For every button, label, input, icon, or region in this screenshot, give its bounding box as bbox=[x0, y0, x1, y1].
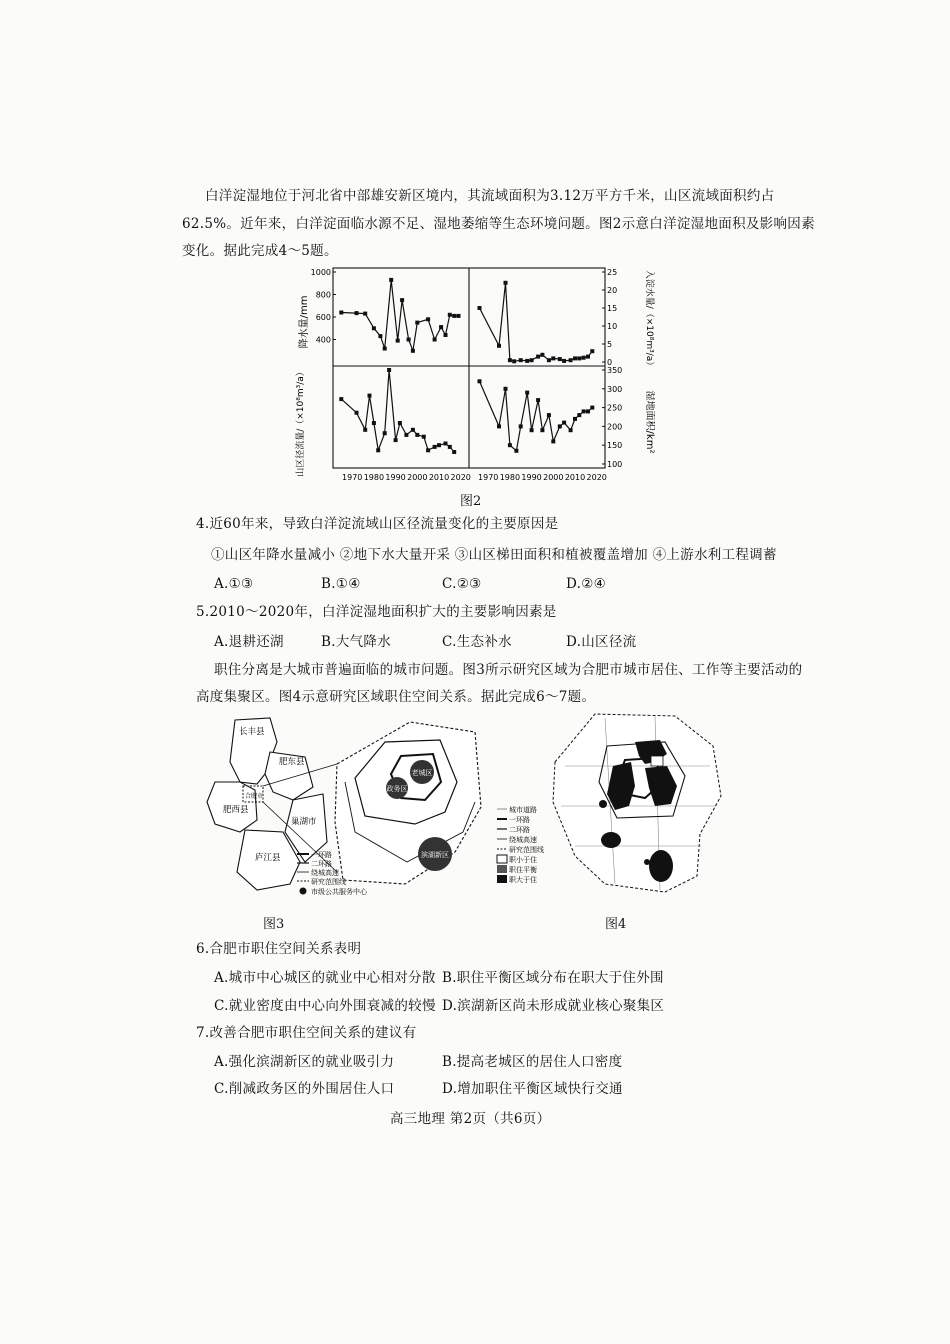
data-point bbox=[540, 353, 544, 357]
fig4-legend-item: 二环路 bbox=[509, 826, 530, 834]
q6-choice-d: D.滨湖新区尚未形成就业核心聚集区 bbox=[442, 998, 665, 1014]
data-point bbox=[577, 413, 581, 417]
data-point bbox=[368, 394, 372, 398]
fig3-legend-item: 绕城高速 bbox=[311, 869, 339, 877]
y-tick-label: 200 bbox=[607, 422, 623, 432]
fig4-legend-item: 职大于住 bbox=[509, 876, 537, 884]
data-point bbox=[547, 358, 551, 362]
y-tick-label: 20 bbox=[607, 286, 618, 295]
data-point bbox=[569, 428, 573, 432]
center-old-city-label: 老城区 bbox=[411, 769, 433, 777]
fig4-legend-item: 职住平衡 bbox=[509, 866, 537, 874]
q7-choice-a: A.强化滨湖新区的就业吸引力 bbox=[214, 1054, 395, 1070]
data-point bbox=[590, 349, 594, 353]
data-point bbox=[415, 433, 419, 437]
y-tick-label: 25 bbox=[607, 268, 618, 277]
data-point bbox=[398, 421, 402, 425]
data-point bbox=[582, 409, 586, 413]
data-point bbox=[551, 356, 555, 360]
label-hefei: 合肥市 bbox=[245, 793, 264, 800]
fig4-caption: 图4 bbox=[605, 917, 627, 932]
data-point bbox=[383, 431, 387, 435]
x-tick-label: 1980 bbox=[499, 473, 521, 482]
data-point bbox=[504, 387, 508, 391]
data-point bbox=[569, 358, 573, 362]
y-tick-label: 150 bbox=[607, 441, 623, 451]
data-point bbox=[558, 424, 562, 428]
data-point bbox=[444, 333, 448, 337]
q7-choice-d: D.增加职住平衡区域快行交通 bbox=[442, 1081, 623, 1097]
q6-stem: 6.合肥市职住空间关系表明 bbox=[196, 941, 362, 957]
q4-choice-a: A.①③ bbox=[214, 576, 254, 592]
fig4-legend-item: 绕城高速 bbox=[509, 836, 537, 844]
data-point bbox=[372, 421, 376, 425]
x-tick-label: 1970 bbox=[478, 473, 499, 482]
data-point bbox=[478, 306, 482, 310]
label-feixi: 肥西县 bbox=[223, 805, 249, 815]
x-tick-label: 2000 bbox=[407, 473, 428, 482]
q4-stem: 4.近60年来，导致白洋淀流域山区径流量变化的主要原因是 bbox=[196, 516, 559, 532]
data-point bbox=[525, 359, 529, 363]
data-point bbox=[411, 349, 415, 353]
data-point bbox=[389, 278, 393, 282]
series-line bbox=[341, 280, 458, 351]
ylabel-tl: 降水量/mm bbox=[299, 295, 310, 349]
data-point bbox=[536, 355, 540, 359]
q4-choice-d: D.②④ bbox=[566, 576, 607, 592]
data-point bbox=[512, 359, 516, 363]
fig3-legend-item: 市级公共服务中心 bbox=[311, 888, 367, 896]
q5-choice-c: C.生态补水 bbox=[442, 634, 512, 650]
data-point bbox=[504, 281, 508, 285]
q4-choice-c: C.②③ bbox=[442, 576, 482, 592]
data-point bbox=[452, 314, 456, 318]
data-point bbox=[547, 413, 551, 417]
x-tick-label: 1990 bbox=[385, 473, 406, 482]
q7-choice-c: C.削减政务区的外围居住人口 bbox=[214, 1081, 395, 1097]
x-tick-label: 2000 bbox=[543, 473, 564, 482]
ylabel-bl: 山区径流量/（×10⁸m³/a） bbox=[296, 367, 306, 477]
y-tick-label: 0 bbox=[607, 358, 613, 367]
y-tick-label: 800 bbox=[315, 290, 331, 300]
intro1-line2: 62.5%。近年来，白洋淀面临水源不足、湿地萎缩等生态环境问题。图2示意白洋淀湿地面积及影响因素 bbox=[182, 216, 815, 232]
y-tick-label: 300 bbox=[607, 384, 623, 394]
x-tick-label: 2020 bbox=[586, 473, 607, 482]
page-footer: 高三地理 第2页（共6页） bbox=[390, 1111, 551, 1127]
data-point bbox=[577, 356, 581, 360]
series-line bbox=[480, 381, 593, 451]
data-point bbox=[497, 344, 501, 348]
x-tick-label: 1980 bbox=[363, 473, 385, 482]
data-point bbox=[519, 424, 523, 428]
q4-choice-b: B.①④ bbox=[321, 576, 361, 592]
x-tick-label: 2010 bbox=[564, 473, 586, 482]
data-point bbox=[339, 397, 343, 401]
data-point bbox=[376, 448, 380, 452]
data-point bbox=[339, 311, 343, 315]
data-point bbox=[426, 317, 430, 321]
data-point bbox=[372, 326, 376, 330]
x-tick-label: 1970 bbox=[342, 473, 363, 482]
intro2-line2: 高度集聚区。图4示意研究区域职住空间关系。据此完成6～7题。 bbox=[196, 689, 596, 705]
fig3-legend-item: 研究范围线 bbox=[311, 878, 346, 886]
data-point bbox=[551, 439, 555, 443]
center-binhu-label: 滨湖新区 bbox=[421, 851, 449, 859]
data-point bbox=[400, 298, 404, 302]
q6-choice-b: B.职住平衡区域分布在职大于住外围 bbox=[442, 970, 664, 986]
intro2-line1: 职住分离是大城市普遍面临的城市问题。图3所示研究区域为合肥市城市居住、工作等主要活动的 bbox=[214, 662, 803, 678]
fig4-legend bbox=[497, 805, 544, 884]
q7-choice-b: B.提高老城区的居住人口密度 bbox=[442, 1054, 623, 1070]
q4-options: ①山区年降水量减小 ②地下水大量开采 ③山区梯田面积和植被覆盖增加 ④上游水利工程调蓄 bbox=[211, 547, 777, 563]
series-line bbox=[480, 283, 593, 362]
q7-stem: 7.改善合肥市职住空间关系的建议有 bbox=[196, 1025, 417, 1041]
data-point bbox=[363, 312, 367, 316]
data-point bbox=[452, 450, 456, 454]
q5-choice-b: B.大气降水 bbox=[321, 634, 392, 650]
data-point bbox=[433, 338, 437, 342]
data-point bbox=[363, 428, 367, 432]
fig3-caption: 图3 bbox=[263, 917, 285, 932]
ylabel-tr: 入淀水量/（×10⁸m³/a） bbox=[644, 269, 654, 371]
data-point bbox=[396, 339, 400, 343]
data-point bbox=[355, 311, 359, 315]
data-point bbox=[355, 411, 359, 415]
label-feidong: 肥东县 bbox=[279, 757, 305, 767]
data-point bbox=[525, 391, 529, 395]
data-point bbox=[540, 428, 544, 432]
y-tick-label: 10 bbox=[607, 322, 618, 331]
data-point bbox=[590, 406, 594, 410]
study-boundary bbox=[553, 714, 721, 892]
label-changfeng: 长丰县 bbox=[239, 727, 265, 737]
fig4-legend-item: 一环路 bbox=[509, 816, 530, 824]
q5-stem: 5.2010～2020年，白洋淀湿地面积扩大的主要影响因素是 bbox=[196, 604, 557, 620]
data-point bbox=[478, 379, 482, 383]
data-point bbox=[437, 443, 441, 447]
data-point bbox=[586, 409, 590, 413]
data-point bbox=[378, 334, 382, 338]
data-point bbox=[508, 443, 512, 447]
data-point bbox=[407, 338, 411, 342]
data-point bbox=[530, 428, 534, 432]
y-tick-label: 250 bbox=[607, 403, 623, 413]
fig2-caption: 图2 bbox=[460, 494, 482, 509]
data-point bbox=[497, 424, 501, 428]
q5-choice-d: D.山区径流 bbox=[566, 634, 637, 650]
fig3-legend-item: 一环路 bbox=[311, 851, 332, 859]
figure-2-chart bbox=[295, 262, 655, 488]
y-tick-label: 600 bbox=[315, 313, 331, 322]
data-point bbox=[387, 368, 391, 372]
q6-choice-c: C.就业密度由中心向外围衰减的较慢 bbox=[214, 998, 436, 1014]
data-point bbox=[573, 417, 577, 421]
intro1-line3: 变化。据此完成4～5题。 bbox=[182, 243, 338, 259]
y-tick-label: 350 bbox=[607, 366, 623, 375]
x-tick-label: 2010 bbox=[428, 473, 450, 482]
y-tick-label: 15 bbox=[607, 304, 618, 313]
data-point bbox=[404, 433, 408, 437]
ylabel-br: 湿地面积/km² bbox=[644, 390, 655, 454]
data-point bbox=[426, 448, 430, 452]
data-point bbox=[422, 435, 426, 439]
q5-choice-a: A.退耕还湖 bbox=[214, 634, 284, 650]
intro1-line1: 白洋淀湿地位于河北省中部雄安新区境内，其流域面积为3.12万平方千米，山区流域面积约占 bbox=[205, 188, 775, 204]
data-point bbox=[582, 356, 586, 360]
y-tick-label: 1000 bbox=[310, 268, 331, 277]
fig4-legend-item: 研究范围线 bbox=[509, 846, 544, 854]
data-point bbox=[448, 313, 452, 317]
data-point bbox=[457, 314, 461, 318]
fig4-legend-item: 城市道路 bbox=[509, 806, 537, 814]
fig4-legend-item: 职小于住 bbox=[509, 856, 537, 864]
data-point bbox=[562, 421, 566, 425]
x-tick-label: 1990 bbox=[521, 473, 542, 482]
data-point bbox=[519, 358, 523, 362]
data-point bbox=[586, 355, 590, 359]
data-point bbox=[444, 442, 448, 446]
figure-4-map bbox=[495, 706, 735, 902]
data-point bbox=[536, 398, 540, 402]
data-point bbox=[508, 358, 512, 362]
data-point bbox=[514, 449, 518, 453]
data-point bbox=[573, 356, 577, 360]
y-tick-label: 5 bbox=[607, 340, 613, 349]
job-less-than-housing bbox=[651, 756, 663, 766]
data-point bbox=[439, 325, 443, 329]
data-point bbox=[562, 359, 566, 363]
data-point bbox=[448, 445, 452, 449]
q6-choice-a: A.城市中心城区的就业中心相对分散 bbox=[214, 970, 436, 986]
x-tick-label: 2020 bbox=[450, 473, 471, 482]
data-point bbox=[558, 357, 562, 361]
center-government-label: 政务区 bbox=[386, 785, 408, 793]
data-point bbox=[383, 347, 387, 351]
label-chaohu: 巢湖市 bbox=[291, 817, 317, 827]
data-point bbox=[433, 445, 437, 449]
label-lujiang: 庐江县 bbox=[255, 853, 281, 863]
y-tick-label: 100 bbox=[607, 460, 623, 469]
data-point bbox=[411, 428, 415, 432]
data-point bbox=[394, 438, 398, 442]
study-boundary bbox=[335, 722, 481, 884]
y-tick-label: 400 bbox=[315, 335, 331, 345]
fig3-legend-item: 二环路 bbox=[311, 860, 332, 868]
data-point bbox=[530, 358, 534, 362]
data-point bbox=[415, 321, 419, 325]
figure-3-map bbox=[195, 712, 495, 908]
